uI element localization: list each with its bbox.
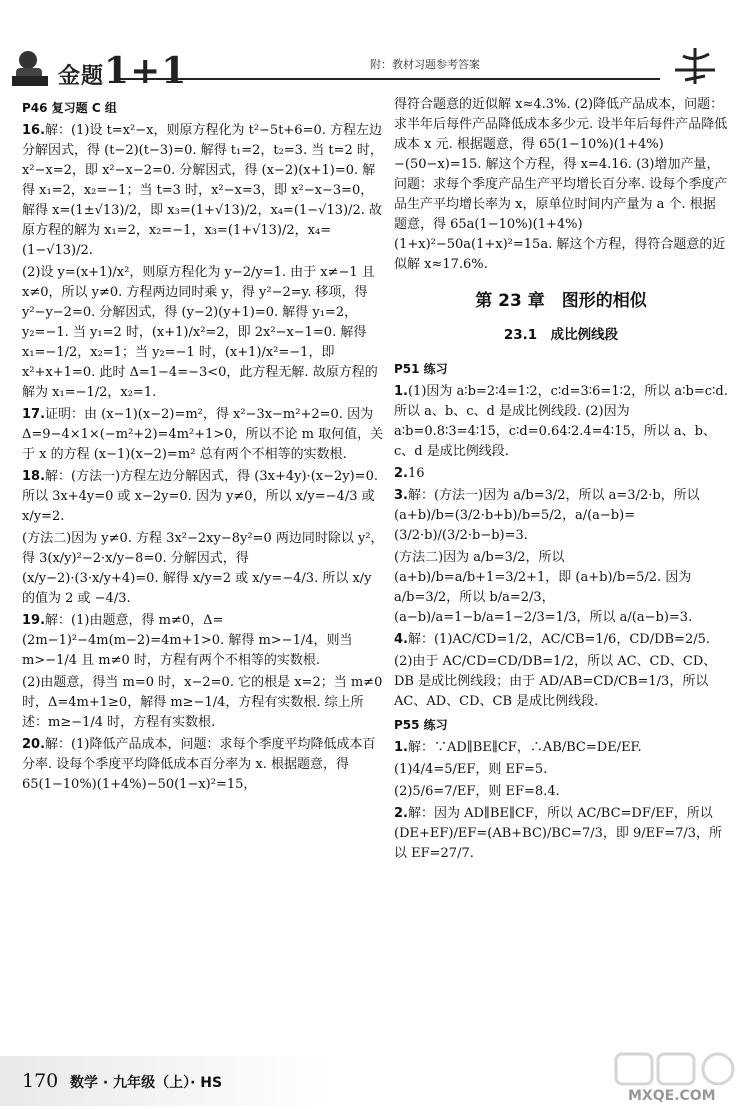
question-number: 18. <box>22 469 46 484</box>
answer-paragraph <box>394 464 728 484</box>
answer-paragraph <box>394 548 728 628</box>
answer-paragraph <box>394 630 728 650</box>
answer-text: 解：因为 AD∥BE∥CF，所以 AC/BC=DF/EF，所以 (DE+EF)/EF=(AB+BC)/BC=7/3，即 9/EF=7/3，所以 EF=27/7. <box>394 806 723 861</box>
answer-text: (2)设 y=(x+1)/x²，则原方程化为 y−2/y=1. 由于 x≠−1 且 x≠0，所以 y≠0. 方程两边同时乘 y，得 y²−2=y. 移项，得 y²−y−2=0. 分解因式，得 (y−2)(y+1)=0. 解得 y₁=2，y₂=−1. 当 y₁=2 时，(x+1)/x²=2，即 2x²−x−1=0. 解得 x₁=−1/2，x₂=1；当 y₂=−1 时，(x+1)/x²=−1，即 x²+x+1=0. 此时 Δ=1−4=−3<0，此方程无解. 故原方程的解为 x₁=−1/2，x₂=1. <box>22 265 378 400</box>
left-column <box>22 95 384 797</box>
answer-paragraph <box>394 652 728 712</box>
section-heading: P55 练习 <box>394 718 448 732</box>
question-number: 1. <box>394 740 408 755</box>
question-number: 20. <box>22 737 46 752</box>
brand-name: 金题 <box>58 64 105 89</box>
decorative-glyph-icon <box>665 40 725 88</box>
answer-text: 解：(方法一)因为 a/b=3/2，所以 a=3/2·b，所以 (a+b)/b=(3/2·b+b)/b=5/2，a/(a−b)=(3/2·b)/(3/2·b−b)=3. <box>394 488 700 543</box>
page-footer <box>0 1050 750 1109</box>
answer-paragraph <box>394 738 728 758</box>
section-heading: P51 练习 <box>394 362 448 376</box>
answer-text: 解：(1)降低产品成本，问题：求每个季度平均降低成本百分率. 设每个季度平均降低成本百分率为 x. 根据题意，得 65(1−10%)(1+4%)−50(1−x)²=15， <box>22 737 376 792</box>
header-rule <box>120 78 660 80</box>
answer-text: 16 <box>407 466 425 481</box>
answer-paragraph <box>22 529 384 609</box>
answer-paragraph <box>22 611 384 671</box>
question-number: 19. <box>22 613 46 628</box>
answer-text: (2)由题意，得当 m=0 时，x−2=0. 它的根是 x=2；当 m≠0 时，Δ=4m+1≥0，解得 m≥−1/4，方程有实数根. 综上所述：m≥−1/4 时，方程有实数根. <box>22 675 383 730</box>
answer-paragraph <box>22 263 384 403</box>
answer-paragraph <box>394 486 728 546</box>
watermark-url: MXQE.COM <box>628 1088 716 1104</box>
answer-paragraph <box>22 735 384 795</box>
question-number: 2. <box>394 806 408 821</box>
question-number: 3. <box>394 488 408 503</box>
answer-text: (2)由于 AC/CD=CD/DB=1/2，所以 AC、CD、CD、DB 是成比例线段；由于 AD/AB=CD/CB=1/3，所以 AC、AD、CD、CB 是成比例线段. <box>394 654 717 709</box>
section-heading: P46 复习题 C 组 <box>22 101 117 115</box>
answer-paragraph <box>394 782 728 802</box>
answer-paragraph <box>22 121 384 261</box>
answer-paragraph <box>394 382 728 462</box>
answer-text: 解：(1)AC/CD=1/2，AC/CB=1/6，CD/DB=2/5. <box>407 632 710 647</box>
answer-text: (方法二)因为 y≠0. 方程 3x²−2xy−8y²=0 两边同时除以 y²，得 3(x/y)²−2·x/y−8=0. 分解因式，得 (x/y−2)·(3·x/y+4)=0. 解得 x/y=2 或 x/y=−4/3. 所以 x/y 的值为 2 或 −4/3. <box>22 531 384 606</box>
chapter-title: 第 23 章 图形的相似 <box>475 291 647 311</box>
answer-text: 解：∵AD∥BE∥CF，∴AB/BC=DE/EF. <box>407 740 642 755</box>
brand-logo <box>58 50 187 92</box>
subsection-title: 23.1 成比例线段 <box>503 327 619 343</box>
header-note: 附：教材习题参考答案 <box>370 58 480 71</box>
answer-text: (2)5/6=7/EF，则 EF=8.4. <box>394 784 560 799</box>
answer-paragraph <box>22 405 384 465</box>
answer-text: (方法二)因为 a/b=3/2，所以 (a+b)/b=a/b+1=3/2+1，即 (a+b)/b=5/2. 因为 a/b=3/2，所以 b/a=2/3，(a−b)/a=1−b/a=1−2/3=1/3，所以 a/(a−b)=3. <box>394 550 693 625</box>
answer-text: 解：(1)设 t=x²−x，则原方程化为 t²−5t+6=0. 方程左边分解因式，得 (t−2)(t−3)=0. 解得 t₁=2，t₂=3. 当 t=2 时，x²−x=2，即 x²−x−2=0. 分解因式，得 (x−2)(x+1)=0. 解得 x₁=2，x₂=−1；当 t=3 时，x²−x=3，即 x²−x−3=0，解得 x=(1±√13)/2，即 x₃=(1+√13)/2，x₄=(1−√13)/2. 故原方程的解为 x₁=2，x₂=−1，x₃=(1+√13)/2，x₄=(1−√13)/2. <box>22 123 383 258</box>
footer-subject: 数学 · 九年级（上）· HS <box>70 1075 223 1091</box>
right-column <box>394 95 728 866</box>
answer-paragraph <box>394 804 728 864</box>
question-number: 17. <box>22 407 46 422</box>
answer-paragraph <box>22 673 384 733</box>
question-number: 2. <box>394 466 408 481</box>
answer-text: (1)因为 a∶b=2∶4=1∶2，c∶d=3∶6=1∶2，所以 a∶b=c∶d. 所以 a、b、c、d 是成比例线段. (2)因为 a∶b=0.8∶3=4∶15，c∶d=0.64∶2.4=4∶15，所以 a、b、c、d 是成比例线段. <box>394 384 728 459</box>
answer-text: 得符合题意的近似解 x≈4.3%. (2)降低产品成本，问题：求半年后每件产品降低成本多少元. 设半年后每件产品降低成本 x 元. 根据题意，得 65(1−10%)(1+4%)−(50−x)=15. 解这个方程，得 x=4.16. (3)增加产量，问题：求每个季度产品生产平均增长百分率. 设每个季度产品生产平均增长率为 x，原单位时间内产量为 a 个. 根据题意，得 65a(1−10%)(1+4%)(1+x)²−50a(1+x)²=15a. 解这个方程，得符合题意的近似解 x≈17.6%. <box>394 97 728 272</box>
page-header <box>0 0 750 92</box>
answer-paragraph <box>394 760 728 780</box>
brand-mascot-icon <box>8 46 52 90</box>
answer-paragraph <box>394 95 728 275</box>
answer-text: 解：(方法一)方程左边分解因式，得 (3x+4y)·(x−2y)=0. 所以 3x+4y=0 或 x−2y=0. 因为 y≠0，所以 x/y=−4/3 或 x/y=2. <box>22 469 378 524</box>
question-number: 4. <box>394 632 408 647</box>
question-number: 1. <box>394 384 408 399</box>
answer-text: (1)4/4=5/EF，则 EF=5. <box>394 762 548 777</box>
answer-paragraph <box>22 467 384 527</box>
brand-number: 1+1 <box>104 50 188 92</box>
question-number: 16. <box>22 123 46 138</box>
answer-text: 证明：由 (x−1)(x−2)=m²，得 x²−3x−m²+2=0. 因为 Δ=9−4×1×(−m²+2)=4m²+1>0，所以不论 m 取何值，关于 x 的方程 (x−1)(x−2)=m² 总有两个不相等的实数根. <box>22 407 384 462</box>
answer-text: 解：(1)由题意，得 m≠0，Δ=(2m−1)²−4m(m−2)=4m+1>0. 解得 m>−1/4，则当 m>−1/4 且 m≠0 时，方程有两个不相等的实数根. <box>22 613 353 668</box>
page-number: 170 <box>22 1070 59 1092</box>
